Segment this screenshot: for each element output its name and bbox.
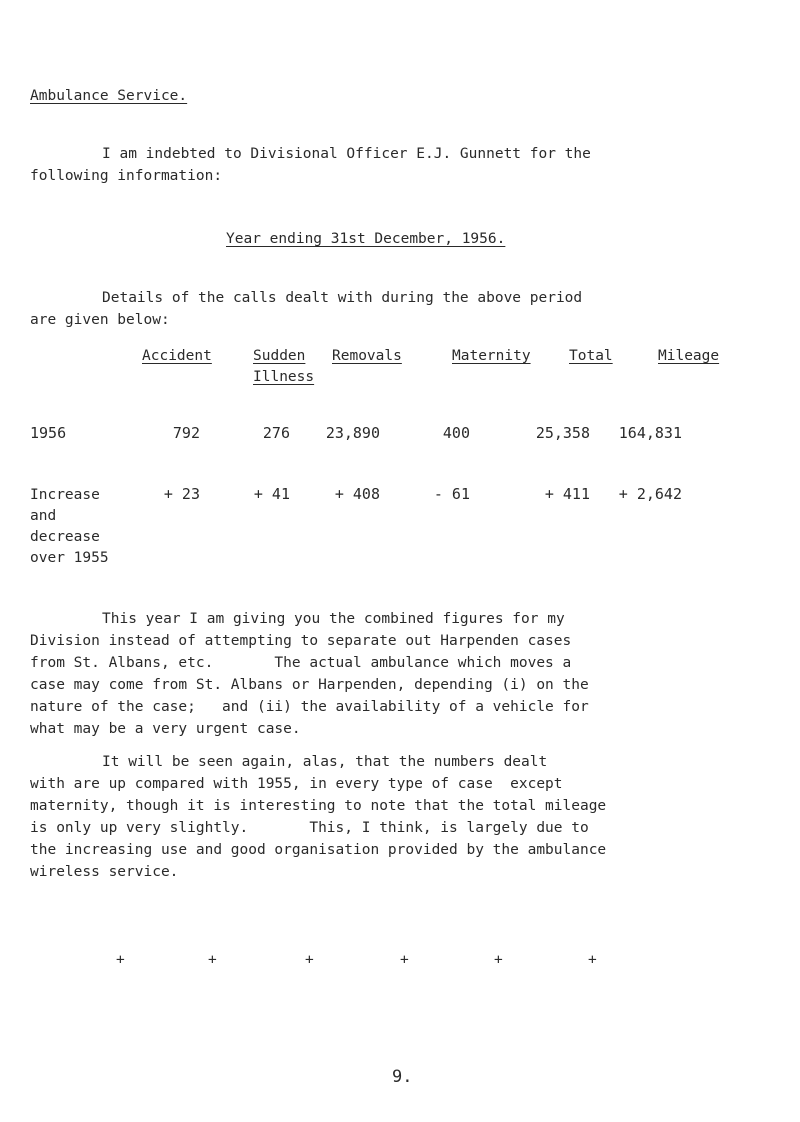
cell-1956-total: 25,358 [535, 424, 590, 442]
separator-plus: + [400, 952, 409, 968]
page-number: 9. [392, 1067, 413, 1087]
details-line: are given below: [30, 312, 170, 328]
row-1956-label: 1956 [30, 424, 67, 442]
cell-change-maternity: - 61 [433, 485, 470, 503]
header-sudden: Sudden [253, 348, 306, 364]
year-subheading: Year ending 31st December, 1956. [226, 231, 506, 247]
header-removals: Removals [332, 348, 402, 364]
header-accident: Accident [142, 348, 212, 364]
cell-change-mileage: + 2,642 [618, 485, 682, 503]
header-maternity: Maternity [452, 348, 531, 364]
cell-change-accident: + 23 [163, 485, 200, 503]
separator-plus: + [494, 952, 503, 968]
row-change-label-line: Increase [30, 487, 100, 503]
row-change-label-line: decrease [30, 529, 100, 545]
separator-plus: + [305, 952, 314, 968]
cell-1956-mileage: 164,831 [618, 424, 682, 442]
separator-plus: + [588, 952, 597, 968]
header-mileage: Mileage [658, 348, 720, 364]
paragraph-line: from St. Albans, etc. The actual ambulance which moves a [30, 655, 572, 671]
paragraph-line: Division instead of attempting to separate out Harpenden cases [30, 633, 572, 649]
paragraph-line: nature of the case; and (ii) the availability of a vehicle for [30, 699, 589, 715]
intro-line: I am indebted to Divisional Officer E.J. Gunnett for the [102, 146, 591, 162]
cell-change-removals: + 408 [334, 485, 380, 503]
paragraph-line: case may come from St. Albans or Harpenden, depending (i) on the [30, 677, 589, 693]
cell-change-sudden: + 41 [253, 485, 290, 503]
header-total: Total [569, 348, 613, 364]
row-change-label-line: over 1955 [30, 550, 109, 566]
paragraph-line: with are up compared with 1955, in every type of case except [30, 776, 563, 792]
combined-figures-paragraph [30, 608, 750, 740]
section-heading: Ambulance Service. [30, 88, 188, 104]
paragraph-line: wireless service. [30, 864, 179, 880]
paragraph-line: the increasing use and good organisation provided by the ambulance [30, 842, 607, 858]
intro-paragraph [30, 143, 750, 187]
separator-plus: + [116, 952, 125, 968]
numbers-paragraph [30, 751, 750, 883]
separator-plus: + [208, 952, 217, 968]
cell-1956-accident: 792 [172, 424, 200, 442]
cell-1956-maternity: 400 [442, 424, 470, 442]
paragraph-line: It will be seen again, alas, that the numbers dealt [102, 754, 548, 770]
paragraph-line: This year I am giving you the combined figures for my [102, 611, 565, 627]
row-change-label [30, 485, 109, 569]
intro-line: following information: [30, 168, 223, 184]
paragraph-line: is only up very slightly. This, I think, is largely due to [30, 820, 589, 836]
paragraph-line: what may be a very urgent case. [30, 721, 301, 737]
cell-1956-removals: 23,890 [325, 424, 380, 442]
row-change-label-line: and [30, 508, 57, 524]
details-line: Details of the calls dealt with during the above period [102, 290, 583, 306]
header-illness: Illness [253, 369, 315, 385]
cell-1956-sudden: 276 [262, 424, 290, 442]
details-paragraph [30, 287, 750, 331]
paragraph-line: maternity, though it is interesting to note that the total mileage [30, 798, 607, 814]
cell-change-total: + 411 [544, 485, 590, 503]
